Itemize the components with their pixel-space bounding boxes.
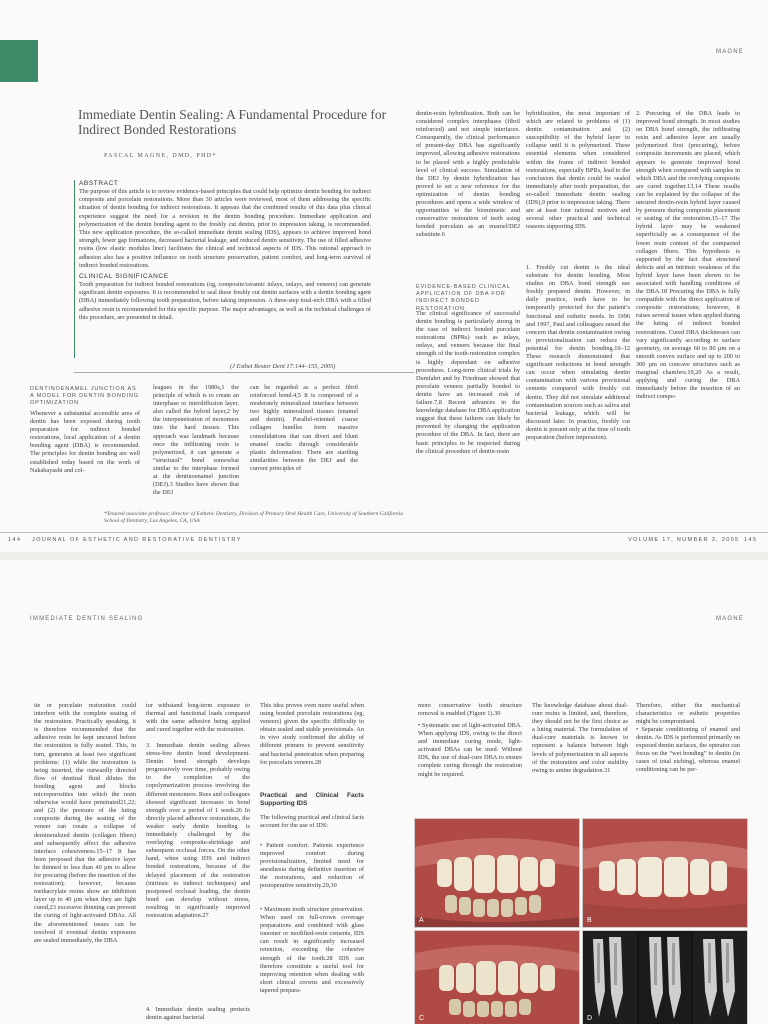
tooth-illustration-c: [415, 931, 579, 1024]
list-item-3: 3. Immediate dentin sealing allows stress-free dentin bond development. Dentin bond strength develops progressively over time, probably owing to the completion of the copolymerization process involving the different monomers. Rees and colleagues showed significant increases in bond strength over a period of 1 week.26 In directly placed adhesive restorations, the weaker early dentin bonding is immediately challenged by the overlaying composite-shrinkage and subsequent occlusal forces. On the other hand, when using IDS and indirect bonded restorations, because of the delayed placement of the restoration (intrinsic to indirect techniques) and postponed occlusal loading, the dentin bond can develop without stress, resulting in significantly improved restoration adaptation.27: [146, 742, 250, 919]
body-column-5: hybridization, the most important of which are related to problems of (1) dentin contamination and (2) susceptibility of the hybrid layer to collapse until it is polymerized. These essential elements when considered within the frame of indirect bonded restorations, especially BPRs, lead to the conclusion that dentin could be sealed immediately after tooth preparation, the so-called immediate dentin sealing (IDS),9 prior to impression taking. There are at least four rational motives and several other practical and technical reasons supporting IDS.: [526, 110, 630, 231]
practical-facts-intro: The following practical and clinical facts account for the use of IDS:: [260, 814, 364, 830]
list-item-1: 1. Freshly cut dentin is the ideal substrate for dentin bonding. Most studies on DBA bond strength use freshly prepared dentin. However, in daily practice, teeth have to be temporarily protected for the patient’s functional and esthetic needs. In 1996 and 1997, Paul and colleagues raised the concern that dentin contamination owing to provisionalization can reduce the potential for dentin bonding.10–12 These research demonstrated that significant reductions in bond strength can occur when simulating dentin contamination with various provisional cements compared with freshly cut dentin. They did not simulate additional contamination sources such as saliva and bacterial leakage, which will be discussed later. In practice, freshly cut dentin is present only at the time of tooth preparation (before impression).: [526, 264, 630, 441]
citation: (J Esthet Restor Dent 17:144–155, 2005): [230, 363, 336, 370]
abstract-box: [74, 180, 371, 358]
body-column-2: leagues in the 1980s,1 the principle of which is to create an interphase or interdiffusion layer, also called the hybrid layer,2 by the interpenetration of monomers into the hard tissues. This approach was landmark because once the infiltrating resin is polymerized, it can generate a “structural” bond somewhat similar to the interphase formed at the dentinoenamel junction (DEJ).3 Studies have shown that the DEJ: [153, 384, 239, 497]
body-column-3: can be regarded as a perfect fibril reinforced bond.4,5 It is composed of a moderately mineralized interface between two highly mineralized tissues (enamel and dentin). Parallel-oriented coarse collagen bundles form massive consolidations that can divert and blunt enamel cracks through considerable plastic deformation. There are startling similarities between the DEJ and the current principles of: [250, 384, 358, 472]
bullet-patient-comfort: • Patient comfort. Patients experience improved comfort during provisionalization, limited need for anesthesia during definitive insertion of the restorations, and reduction of postoperative sensitivity.29,30: [260, 842, 364, 890]
body-column-2: tor withstand long-term exposure to thermal and functional loads compared with the same adhesive being applied and cured together with the restoration.: [146, 702, 250, 734]
journal-name-footer: JOURNAL OF ESTHETIC AND RESTORATIVE DENTISTRY: [32, 537, 242, 543]
running-head-left: IMMEDIATE DENTIN SEALING: [30, 616, 144, 622]
clinical-significance-heading: CLINICAL SIGNIFICANCE: [79, 273, 169, 281]
side-heading: DENTINOENAMEL JUNCTION AS A MODEL FOR DENTIN BONDING OPTIMIZATION: [30, 386, 139, 407]
body-column-4: more conservative tooth structure removal is enabled (Figure 1).30: [418, 702, 522, 718]
bullet-separate-conditioning: • Separate conditioning of enamel and dentin. As IDS is performed primarily on exposed dentin surfaces, the operator can focus on the “wet bonding” to dentin (in cases of total etching), whereas enamel conditioning can be per-: [636, 726, 740, 774]
bullet-light-activated-dba: • Systematic use of light-activated DBA. When applying IDS, owing to the direct and immediate curing mode, light-activated DBAs can be used. Without IDS, the use of dual-cure DBA to ensure complete curing through the restoration might be required.: [418, 722, 522, 778]
clinical-photo-a: [414, 818, 580, 928]
list-item-4: 4. Immediate dentin sealing protects dentin against bacterial: [146, 1006, 250, 1022]
clinical-photo-c: [414, 930, 580, 1024]
running-head-right: MAGNE: [716, 616, 745, 622]
abstract-heading: ABSTRACT: [79, 180, 119, 187]
radiograph-photo-d: [582, 930, 748, 1024]
body-column-4: dentin-resin hybridization. Both can be considered complex interphases (fibril reinforced) and not simple interfaces. Consequently, the clinical performance of present-day DBA has significantly improved, allowing adhesive restorations to be placed with a highly predictable level of clinical success. Simulation of the DEJ by dentin hybridization has proved to set a new reference for the optimization of dentin bonding procedures and opens a wide window of opportunities to the biomimetic and conservative restoration of teeth using bonded porcelain as an enamel/DEJ substitute.6: [416, 110, 520, 239]
body-column-3: This idea proves even more useful when using bonded porcelain restorations (eg, veneers) given the specific difficulty to obtain sealed and stable provisionals. An in vivo study confirmed the ability of different primers to prevent sensitivity and bacterial penetration when preparing for porcelain veneers.28: [260, 702, 364, 766]
list-item-2: 2. Precuring of the DBA leads to improved bond strength. In most studies on DBA bond strength, the infiltrating resin and adhesive layer are usually polymerized first (precuring), before composite increments are placed, which appears to generate improved bond strength when compared with samples in which DBA and the overlying composite are cured together.13,14 These results can be explained by the collapse of the uncured dentin-resin hybrid layer caused by pressure during composite placement or seating of the restoration.15–17 The hybrid layer may be weakened superficially as a consequence of the lower resin content of the compacted collagen fibers. This hypothesis is supported by the fact that structural defects and an intrinsic weakness of the hybrid layer have been shown to be associated with handling conditions of the DBA.18 Precuring the DBA is fully compatible with the direct application of composite restorations; however, it raises several issues when applied during the luting of indirect bonded restorations. Cured DBA thicknesses can vary significantly according to surface geometry, on average 60 to 80 µm on a smooth convex surface and up to 200 to 300 µm on concave structures such as marginal chamfers.19,20 As a result, applying and curing the DBA immediately before the insertion of an indirect compo-: [636, 110, 740, 401]
article-authors: PASCAL MAGNE, DMD, PHD*: [104, 153, 217, 159]
clinical-significance-text: Tooth preparation for indirect bonded restorations (eg, composite/ceramic inlays, onlays, and veneers) can generate significant dentin exposures. It is recommended to seal these freshly cut dentin surfaces with a dentin bonding agent (DBA) immediately following tooth preparation, before taking impression. A three-step total-etch DBA with a filled adhesive resin is recommended for this specific purpose. The major advantages, as well as the technical challenges of this procedure, are presented in detail.: [79, 281, 371, 321]
volume-footer: VOLUME 17, NUMBER 3, 2005: [628, 537, 740, 543]
body-column-5: The knowledge database about dual-cure resins is limited, and, therefore, they should not be the first choice as a luting material. The formulation of dual-cure materials is known to represent a balance between high levels of polymerization in all aspects of the restoration and color stability owing to amine degradation.31: [532, 702, 628, 774]
tooth-illustration-b: [583, 819, 747, 927]
bullet-tooth-preservation: • Maximum tooth structure preservation. When used on full-crown coverage preparations and combined with glass ionomer or modified-resin cements, IDS can result in significantly increased retention, exceeding the cohesive strength of the tooth.28 IDS can therefore constitute a useful tool for improving retention when dealing with short clinical crowns and excessively tapered prepara-: [260, 906, 364, 994]
body-column-1: Whenever a substantial accessible area of dentin has been exposed during tooth preparation for indirect bonded restorations, local application of a dentin bonding agent (DBA) is recommended. The principles for dentin bonding are well established today based on the work of Nakabayashi and col-: [30, 410, 140, 474]
page-number-left: 144: [8, 537, 22, 543]
section-color-tab: [0, 40, 38, 82]
photo-label-b: B: [587, 917, 592, 924]
radiograph-illustration-d: [583, 931, 747, 1024]
photo-label-d: D: [587, 1015, 593, 1022]
body-column-1: ite or porcelain restoration could interfere with the complete seating of the restoration. Practically speaking, it is therefore recommended that the adhesive resin be kept uncured before the restoration is fully seated. This, in turn, generates at least two significant problems: (1) while the restoration is being inserted, the outwardly directed flow of dentinal fluid dilutes the bonding agent and blocks microporosities into which the resin otherwise would have penetrated21,22; and (2) the pressure of the luting composite during the seating of the veneer can create a collapse of demineralized dentin (collagen fibers) and subsequently affect the adhesive interface cohesiveness.15–17 It has been proposed that the adhesive layer be thinned to less than 40 µm to allow for precuring (before the insertion of the restoration); however, because methacrylate resins show an inhibition layer up to 40 µm when they are light cured,23 excessive thinning can prevent the curing of light-activated DBAs. All the aforementioned issues can be resolved if eventual dentin exposures are sealed immediately, the DBA: [34, 702, 136, 944]
clinical-photo-b: [582, 818, 748, 928]
journal-spread-bottom: [0, 560, 768, 1024]
author-footnote: *Tenured associate professor, director of Esthetic Dentistry, Division of Primary Oral Health Care, University of Southern California School of Dentistry, Los Angeles, CA, USA: [104, 511, 403, 524]
abstract-divider: [74, 372, 414, 373]
tooth-illustration-a: [415, 819, 579, 927]
photo-label-a: A: [419, 917, 424, 924]
running-head: MAGNE: [716, 49, 745, 55]
abstract-text: The purpose of this article is to review evidence-based principles that could help optimize dentin bonding for indirect composite and porcelain restorations. More than 30 articles were reviewed, most of them addressing the specific situation of dentin bonding for indirect restorations. It appears that the combined results of this data plus clinical experience suggest the need for a revision in the dentin bonding procedure. Immediate application and polymerization of the dentin bonding agent to the freshly cut dentin, prior to impression taking, is recommended. This new application procedure, the so-called immediate dentin sealing (IDS), appears to achieve improved bond strength, fewer gap formations, decreased bacterial leakage, and reduced dentin sensitivity. The use of filled adhesive resins (low elastic modulus liner) facilitates the clinical and technical aspects of IDS. This rational approach to adhesion also has a positive influence on tooth structure preservation, patient comfort, and long-term survival of indirect bonded restorations.: [79, 188, 371, 269]
body-column-6: Therefore, either the mechanical characteristics or esthetic properties might be compromised.: [636, 702, 740, 726]
article-title: Immediate Dentin Sealing: A Fundamental Procedure for Indirect Bonded Restorations: [78, 107, 387, 137]
body-column-4b: The clinical significance of successful dentin bonding is particularly strong in the case of indirect bonded porcelain restorations (BPRs) such as inlays, onlays, and veneers because the final strength of the tooth-restoration complex is highly dependant on adhesive procedures. Long-term clinical trials by Dumfahrt and by Friedman showed that porcelain veneers partially bonded to dentin have an increased risk of failure.7,8 Recent advances in the knowledge database for DBA application suggest that these failures can likely be prevented by changing the application procedure of the DBA. In fact, there are basic principles to be respected during the clinical procedure of dentin-resin: [416, 310, 520, 455]
practical-facts-heading: Practical and Clinical Facts Supporting IDS: [260, 792, 364, 808]
page-number-right: 145: [744, 537, 758, 543]
photo-label-c: C: [419, 1015, 425, 1022]
section-heading: EVIDENCE-BASED CLINICAL APPLICATION OF DBA FOR INDIRECT BONDED RESTORATION: [416, 284, 511, 312]
